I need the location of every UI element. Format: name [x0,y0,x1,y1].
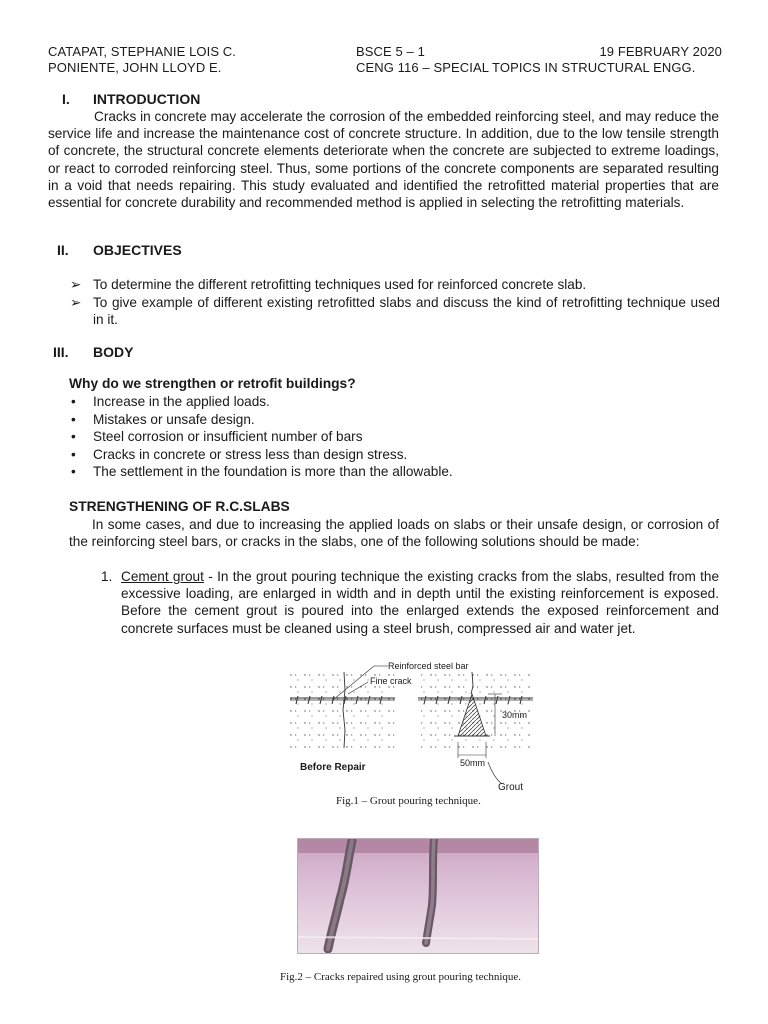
label-grout: Grout [498,782,524,793]
section-title-body: BODY [93,344,134,360]
list-item: • The settlement in the foundation is more than the allowable. [71,464,453,480]
course-title: CENG 116 – SPECIAL TOPICS IN STRUCTURAL ENGG. [356,60,696,75]
photo-repaired-cracks [297,838,539,954]
list-item: • Steel corrosion or insufficient number of bars [71,429,363,445]
bullet-dot-icon: • [71,464,76,480]
strengthening-paragraph: In some cases, and due to increasing the applied loads on slabs or their unsafe design, or corrosion of the reinforcing steel bars, or cracks in the slabs, one of the following solutions should be made: [69,517,719,550]
label-fine-crack: Fine crack [370,676,412,686]
list-item: ➢ To give example of different existing retrofitted slabs and discuss the kind of retrofitting technique used in it. [70,294,720,328]
section-title-objectives: OBJECTIVES [93,242,182,258]
author-2: PONIENTE, JOHN LLOYD E. [48,60,222,75]
figure-grout-technique [288,660,536,810]
section-number-body: III. [53,344,69,360]
crack-repair-photo [298,839,538,953]
fig2-caption: Fig.2 – Cracks repaired using grout pouring technique. [280,971,522,983]
list-item: • Increase in the applied loads. [71,394,270,409]
why-heading: Why do we strengthen or retrofit buildings? [69,376,356,391]
section-number-intro: I. [62,91,70,107]
section-number-objectives: II. [57,242,69,258]
arrow-bullet-icon: ➢ [70,294,82,310]
label-50mm: 50mm [460,758,486,768]
document-date: 19 FEBRUARY 2020 [599,44,722,59]
label-before-repair: Before Repair [300,762,366,773]
bullet-dot-icon: • [71,411,76,427]
method-number: 1. [101,569,113,584]
section-title-intro: INTRODUCTION [93,91,201,107]
author-1: CATAPAT, STEPHANIE LOIS C. [48,44,237,59]
bullet-dot-icon: • [71,429,76,445]
fig1-caption: Fig.1 – Grout pouring technique. [336,795,481,807]
list-item: • Cracks in concrete or stress less than design stress. [71,446,408,462]
objectives-list [70,276,720,329]
class-section: BSCE 5 – 1 [356,44,425,59]
label-reinforced-steel-bar: Reinforced steel bar [388,661,469,671]
arrow-bullet-icon: ➢ [70,277,82,292]
strengthening-heading: STRENGTHENING OF R.C.SLABS [69,499,290,514]
intro-paragraph: Cracks in concrete may accelerate the corrosion of the embedded reinforcing steel, and may reduce the service life and increase the maintenance cost of concrete structure. In addition, due to the low tensile strength of concrete, the structural concrete elements deteriorate when the concrete are subjected to extreme loadings, or react to corroded reinforcing steel. Thus, some portions of the concrete components are separated resulting in a void that needs repairing. This study evaluated and identified the retrofitted material properties that are essential for concrete durability and recommended method is applied in selecting the retrofitting materials. [48,109,719,211]
list-item: • Mistakes or unsafe design. [71,411,255,427]
bullet-dot-icon: • [71,446,76,462]
list-item: ➢ To determine the different retrofitting techniques used for reinforced concrete slab. [70,277,587,292]
method-paragraph: Cement grout - In the grout pouring technique the existing cracks from the slabs, resulted from the excessive loading, are enlarged in width and in depth until the existing reinforcement is exposed. Before the cement grout is poured into the enlarged extends the exposed reinforcement and concrete surfaces must be cleaned using a steel brush, compressed air and water jet. [121,569,720,636]
why-list [69,393,719,481]
method-title: Cement grout [121,569,204,584]
label-30mm: 30mm [502,710,528,720]
bullet-dot-icon: • [71,394,76,409]
